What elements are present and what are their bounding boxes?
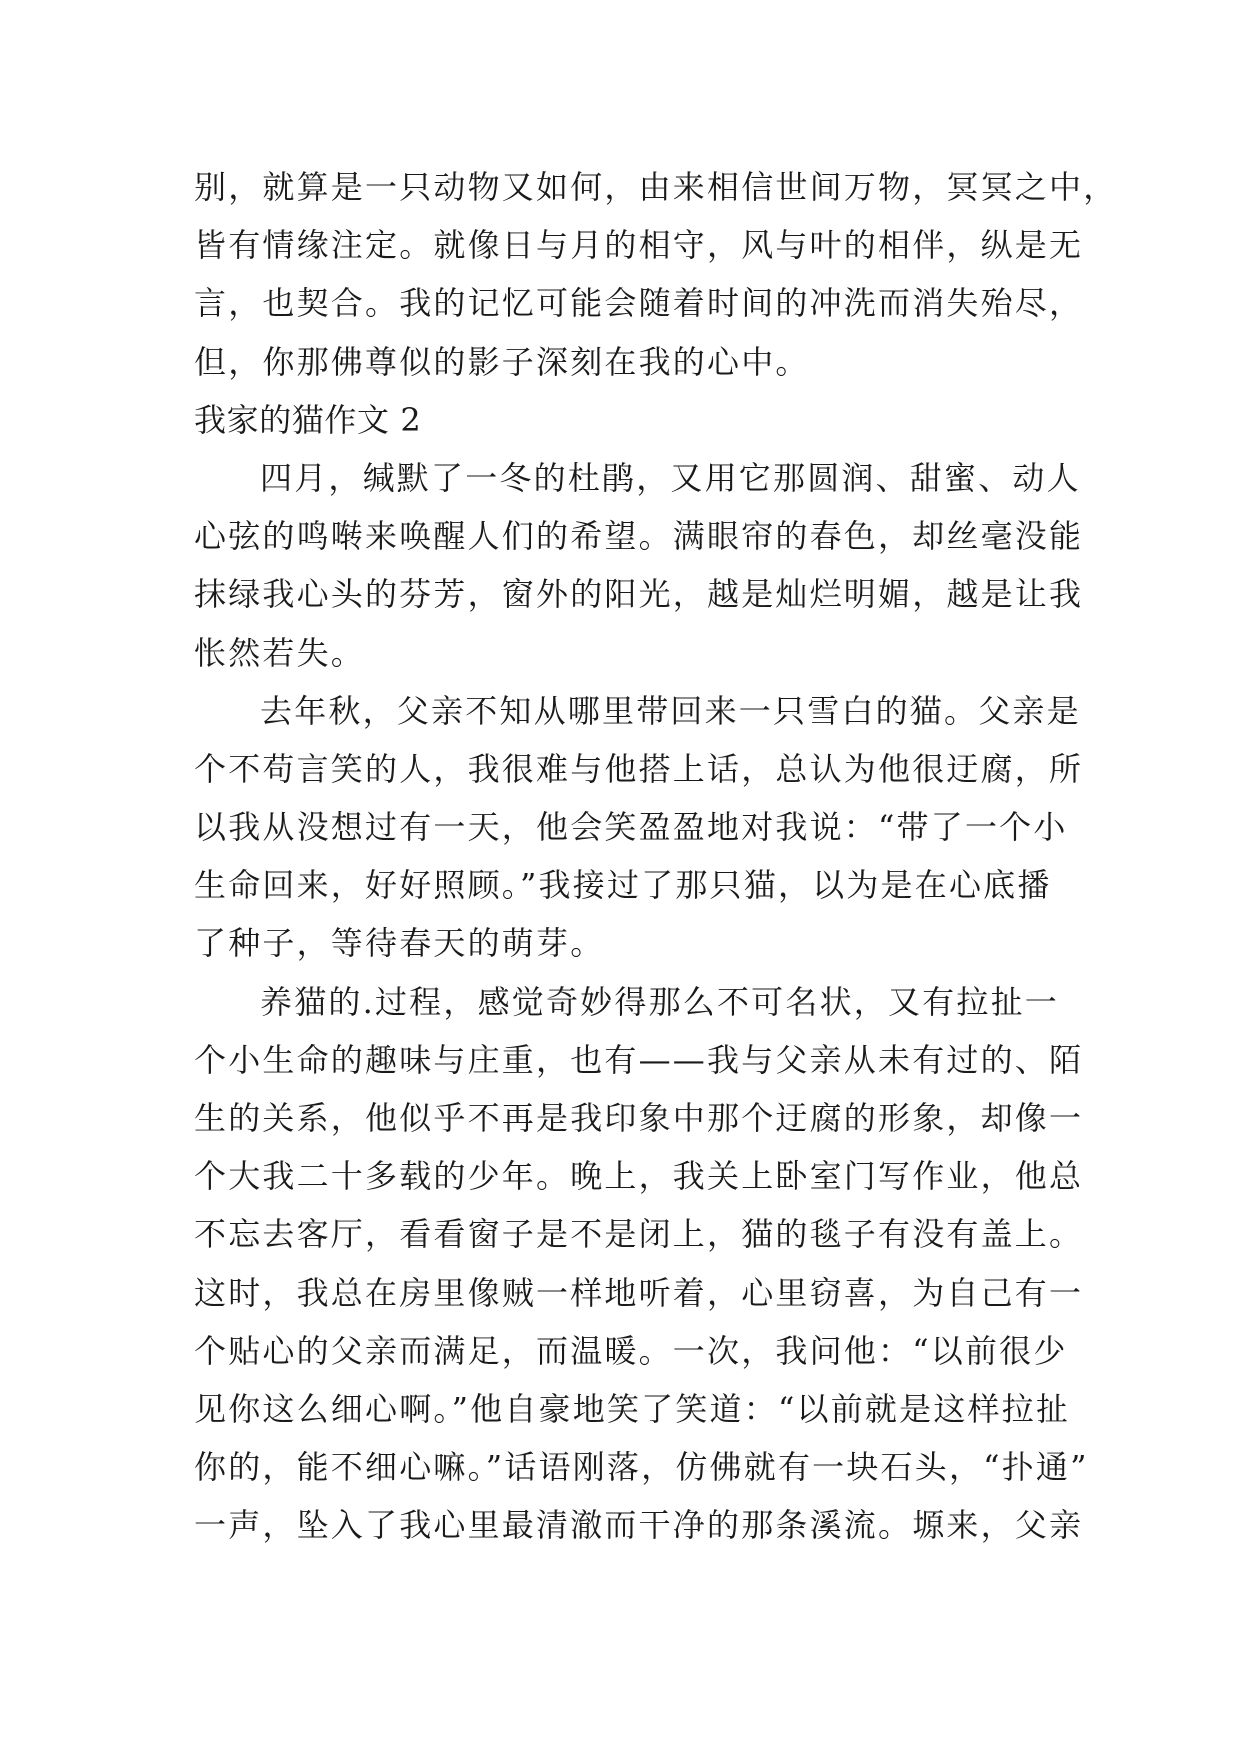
paragraph-2 [194, 682, 1084, 973]
text-line: 心弦的鸣啭来唤醒人们的希望。满眼帘的春色，却丝毫没能 [194, 517, 1084, 556]
section-heading: 我家的猫作文 2 [194, 400, 422, 439]
text-line: 生的关系，他似乎不再是我印象中那个迂腐的形象，却像一 [194, 1099, 1084, 1137]
prev-paragraph [194, 158, 1118, 391]
text-line: 你的，能不细心嘛。”话语刚落，仿佛就有一块石头，“扑通” [194, 1448, 1089, 1487]
text-line: 但，你那佛尊似的影子深刻在我的心中。 [194, 342, 810, 381]
text-line: 不忘去客厅，看看窗子是不是闭上，猫的毯子有没有盖上。 [194, 1215, 1084, 1254]
text-line: 皆有情缘注定。就像日与月的相守，风与叶的相伴，纵是无 [194, 226, 1084, 265]
text-line: 个大我二十多载的少年。晚上，我关上卧室门写作业，他总 [194, 1157, 1084, 1196]
text-line: 个贴心的父亲而满足，而温暖。一次，我问他：“以前很少 [194, 1331, 1068, 1370]
text-line: 言，也契合。我的记忆可能会随着时间的冲洗而消失殆尽， [194, 284, 1084, 323]
paragraph-3 [194, 973, 1089, 1555]
text-line: 四月，缄默了一冬的杜鹃，又用它那圆润、甜蜜、动人 [260, 458, 1081, 497]
text-line: 见你这么细心啊。”他自豪地笑了笑道：“以前就是这样拉扯 [194, 1389, 1071, 1428]
document-body [194, 158, 1118, 1555]
text-line: 生命回来，好好照顾。”我接过了那只猫，以为是在心底播 [194, 866, 1052, 905]
text-line: 养猫的.过程，感觉奇妙得那么不可名状，又有拉扯一 [260, 982, 1059, 1021]
text-line: 个小生命的趣味与庄重，也有——我与父亲从未有过的、陌 [194, 1040, 1084, 1079]
paragraph-1 [194, 449, 1084, 682]
text-line: 了种子，等待春天的萌芽。 [194, 924, 605, 963]
text-line: 怅然若失。 [194, 633, 366, 672]
text-line: 去年秋，父亲不知从哪里带回来一只雪白的猫。父亲是 [260, 691, 1081, 730]
text-line: 这时，我总在房里像贼一样地听着，心里窃喜，为自己有一 [194, 1273, 1084, 1312]
text-line: 别，就算是一只动物又如何，由来相信世间万物，冥冥之中， [194, 168, 1118, 206]
text-line: 抹绿我心头的芬芳，窗外的阳光，越是灿烂明媚，越是让我 [194, 575, 1084, 614]
text-line: 个不苟言笑的人，我很难与他搭上话，总认为他很迂腐，所 [194, 749, 1084, 788]
text-line: 以我从没想过有一天，他会笑盈盈地对我说：“带了一个小 [194, 808, 1068, 847]
text-line: 一声，坠入了我心里最清澈而干净的那条溪流。塬来，父亲 [194, 1506, 1084, 1545]
